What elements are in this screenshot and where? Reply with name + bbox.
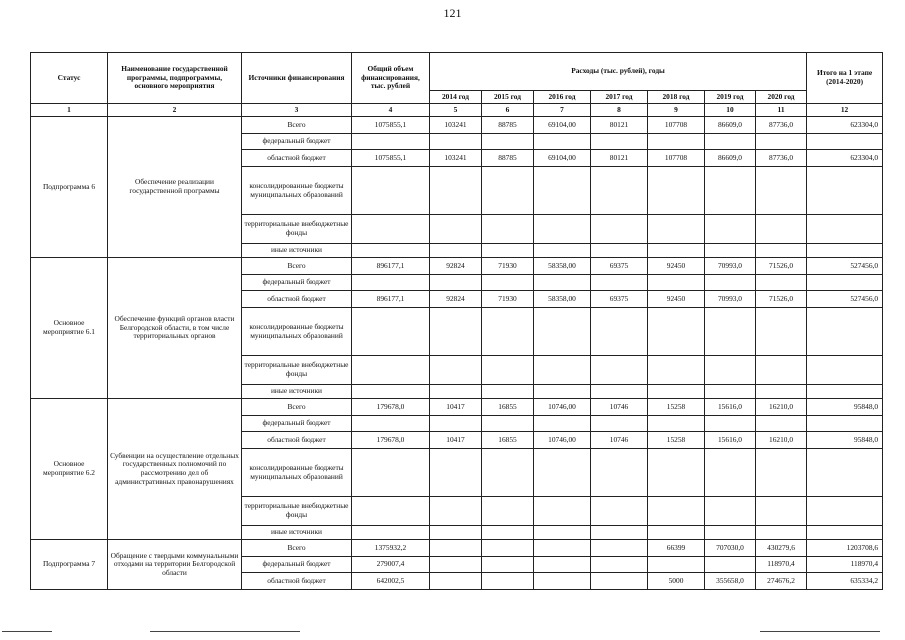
stage-total-value (807, 244, 883, 258)
year-value (482, 275, 534, 291)
year-value (430, 557, 482, 573)
header-status: Статус (31, 53, 108, 104)
year-value: 92450 (648, 258, 705, 275)
year-value: 707030,0 (705, 540, 756, 557)
year-value: 69104,00 (534, 117, 591, 134)
year-value: 69375 (591, 291, 648, 308)
year-value (482, 449, 534, 497)
stage-total-value (807, 526, 883, 540)
funding-source: Всего (242, 540, 352, 557)
stage-total-value: 527456,0 (807, 258, 883, 275)
year-value (648, 497, 705, 526)
year-value (648, 526, 705, 540)
year-value: 92450 (648, 291, 705, 308)
column-index: 12 (807, 104, 883, 117)
stage-total-value (807, 215, 883, 244)
year-value: 80121 (591, 117, 648, 134)
year-value (705, 215, 756, 244)
year-value (756, 497, 807, 526)
stage-total-value (807, 416, 883, 432)
header-total: Общий объем финансирования, тыс. рублей (352, 53, 430, 104)
column-index: 7 (534, 104, 591, 117)
stage-total-value: 527456,0 (807, 291, 883, 308)
year-value (430, 244, 482, 258)
table-row (31, 258, 883, 275)
year-value (482, 526, 534, 540)
stage-total-value (807, 356, 883, 385)
year-value (482, 540, 534, 557)
funding-source: консолидированные бюджеты муниципальных образований (242, 449, 352, 497)
header-year: 2020 год (756, 91, 807, 104)
total-value (352, 244, 430, 258)
year-value: 10746,00 (534, 399, 591, 416)
stage-total-value: 623304,0 (807, 150, 883, 167)
year-value (705, 308, 756, 356)
stage-total-value: 1203708,6 (807, 540, 883, 557)
header-year: 2016 год (534, 91, 591, 104)
year-value (482, 167, 534, 215)
year-value (534, 385, 591, 399)
year-value (756, 275, 807, 291)
year-value (482, 308, 534, 356)
year-value (591, 308, 648, 356)
table-row (31, 117, 883, 134)
year-value (705, 244, 756, 258)
year-value (591, 356, 648, 385)
stage-total-value (807, 385, 883, 399)
stage-total-value (807, 449, 883, 497)
year-value: 103241 (430, 150, 482, 167)
header-year: 2017 год (591, 91, 648, 104)
year-value (482, 215, 534, 244)
year-value: 10417 (430, 432, 482, 449)
stage-total-value: 623304,0 (807, 117, 883, 134)
funding-source: Всего (242, 399, 352, 416)
row-status: Основное мероприятие 6.1 (31, 258, 108, 399)
year-value (482, 244, 534, 258)
year-value (705, 134, 756, 150)
footer-rule-center (150, 631, 300, 632)
footer-rule-left (2, 631, 52, 632)
total-value: 1075855,1 (352, 117, 430, 134)
column-index: 10 (705, 104, 756, 117)
year-value (648, 356, 705, 385)
year-value (430, 416, 482, 432)
header-sources: Источники финансирования (242, 53, 352, 104)
year-value: 86609,0 (705, 117, 756, 134)
year-value (482, 557, 534, 573)
financing-table (30, 52, 883, 590)
year-value (430, 497, 482, 526)
total-value (352, 449, 430, 497)
funding-source: федеральный бюджет (242, 275, 352, 291)
year-value: 87736,0 (756, 150, 807, 167)
total-value: 642002,5 (352, 573, 430, 590)
funding-source: консолидированные бюджеты муниципальных образований (242, 308, 352, 356)
row-status: Подпрограмма 7 (31, 540, 108, 590)
year-value (534, 308, 591, 356)
year-value (591, 244, 648, 258)
funding-source: территориальные внебюджетные фонды (242, 497, 352, 526)
stage-total-value (807, 167, 883, 215)
funding-source: Всего (242, 117, 352, 134)
year-value (648, 416, 705, 432)
year-value (648, 308, 705, 356)
total-value (352, 416, 430, 432)
year-value: 10746 (591, 399, 648, 416)
year-value (756, 385, 807, 399)
year-value (591, 557, 648, 573)
year-value (591, 385, 648, 399)
year-value (648, 215, 705, 244)
year-value (756, 308, 807, 356)
column-index: 4 (352, 104, 430, 117)
year-value: 10746,00 (534, 432, 591, 449)
column-index: 3 (242, 104, 352, 117)
funding-source: консолидированные бюджеты муниципальных образований (242, 167, 352, 215)
header-stage-total: Итого на 1 этапе (2014-2020) (807, 53, 883, 104)
year-value (591, 540, 648, 557)
year-value (705, 356, 756, 385)
year-value: 274676,2 (756, 573, 807, 590)
year-value (591, 167, 648, 215)
year-value (534, 134, 591, 150)
year-value (705, 385, 756, 399)
year-value (534, 167, 591, 215)
funding-source: территориальные внебюджетные фонды (242, 356, 352, 385)
year-value (482, 134, 534, 150)
year-value (591, 526, 648, 540)
funding-source: иные источники (242, 526, 352, 540)
year-value (534, 497, 591, 526)
year-value: 69375 (591, 258, 648, 275)
total-value (352, 385, 430, 399)
year-value: 107708 (648, 150, 705, 167)
year-value (591, 449, 648, 497)
header-year: 2019 год (705, 91, 756, 104)
table-row (31, 399, 883, 416)
stage-total-value: 95848,0 (807, 399, 883, 416)
year-value (430, 275, 482, 291)
year-value (534, 540, 591, 557)
column-index: 2 (108, 104, 242, 117)
year-value (756, 215, 807, 244)
total-value: 1075855,1 (352, 150, 430, 167)
year-value (430, 573, 482, 590)
year-value: 70993,0 (705, 258, 756, 275)
year-value (756, 416, 807, 432)
year-value (756, 356, 807, 385)
footer-rule-right (760, 631, 880, 632)
year-value: 70993,0 (705, 291, 756, 308)
year-value (648, 275, 705, 291)
year-value: 69104,00 (534, 150, 591, 167)
year-value: 88785 (482, 117, 534, 134)
year-value: 80121 (591, 150, 648, 167)
year-value: 107708 (648, 117, 705, 134)
year-value (430, 134, 482, 150)
header-year: 2018 год (648, 91, 705, 104)
stage-total-value: 635334,2 (807, 573, 883, 590)
year-value: 15258 (648, 399, 705, 416)
year-value (756, 134, 807, 150)
year-value: 10746 (591, 432, 648, 449)
row-status: Подпрограмма 6 (31, 117, 108, 258)
year-value: 71930 (482, 291, 534, 308)
year-value (705, 497, 756, 526)
column-index: 1 (31, 104, 108, 117)
stage-total-value: 118970,4 (807, 557, 883, 573)
stage-total-value (807, 308, 883, 356)
year-value: 16210,0 (756, 432, 807, 449)
year-value (534, 416, 591, 432)
stage-total-value: 95848,0 (807, 432, 883, 449)
year-value: 71930 (482, 258, 534, 275)
header-expenses: Расходы (тыс. рублей), годы (430, 53, 807, 91)
funding-source: областной бюджет (242, 291, 352, 308)
column-index: 6 (482, 104, 534, 117)
year-value (534, 275, 591, 291)
year-value (756, 449, 807, 497)
total-value (352, 497, 430, 526)
year-value (534, 356, 591, 385)
year-value (482, 416, 534, 432)
year-value: 430279,6 (756, 540, 807, 557)
funding-source: федеральный бюджет (242, 557, 352, 573)
funding-source: территориальные внебюджетные фонды (242, 215, 352, 244)
total-value: 896177,1 (352, 291, 430, 308)
year-value: 92824 (430, 291, 482, 308)
year-value: 58358,00 (534, 291, 591, 308)
year-value: 10417 (430, 399, 482, 416)
year-value (534, 215, 591, 244)
year-value (482, 497, 534, 526)
column-index: 5 (430, 104, 482, 117)
year-value: 16210,0 (756, 399, 807, 416)
year-value: 15616,0 (705, 432, 756, 449)
total-value: 1375932,2 (352, 540, 430, 557)
year-value (705, 275, 756, 291)
year-value (591, 573, 648, 590)
stage-total-value (807, 275, 883, 291)
total-value (352, 308, 430, 356)
year-value (648, 167, 705, 215)
year-value (591, 275, 648, 291)
total-value (352, 275, 430, 291)
row-name: Обеспечение функций органов власти Белгородской области, в том числе территориальных органов (108, 258, 242, 399)
total-value (352, 134, 430, 150)
year-value (482, 356, 534, 385)
year-value (534, 557, 591, 573)
year-value (534, 449, 591, 497)
year-value (591, 416, 648, 432)
year-value (756, 526, 807, 540)
year-value: 118970,4 (756, 557, 807, 573)
stage-total-value (807, 134, 883, 150)
year-value: 355658,0 (705, 573, 756, 590)
year-value (591, 215, 648, 244)
year-value (591, 134, 648, 150)
year-value (430, 449, 482, 497)
year-value (482, 573, 534, 590)
funding-source: иные источники (242, 244, 352, 258)
row-name: Обращение с твердыми коммунальными отходами на территории Белгородской области (108, 540, 242, 590)
year-value (705, 449, 756, 497)
total-value (352, 356, 430, 385)
column-index: 8 (591, 104, 648, 117)
row-name: Обеспечение реализации государственной программы (108, 117, 242, 258)
year-value (756, 244, 807, 258)
total-value: 179678,0 (352, 432, 430, 449)
year-value (705, 557, 756, 573)
row-status: Основное мероприятие 6.2 (31, 399, 108, 540)
year-value: 88785 (482, 150, 534, 167)
year-value: 87736,0 (756, 117, 807, 134)
year-value (430, 356, 482, 385)
stage-total-value (807, 497, 883, 526)
header-year: 2014 год (430, 91, 482, 104)
year-value (534, 244, 591, 258)
total-value: 896177,1 (352, 258, 430, 275)
year-value: 58358,00 (534, 258, 591, 275)
year-value (648, 134, 705, 150)
year-value (591, 497, 648, 526)
column-index: 11 (756, 104, 807, 117)
year-value (648, 449, 705, 497)
funding-source: областной бюджет (242, 150, 352, 167)
funding-source: Всего (242, 258, 352, 275)
column-index: 9 (648, 104, 705, 117)
year-value: 71526,0 (756, 291, 807, 308)
year-value (430, 215, 482, 244)
year-value (648, 557, 705, 573)
year-value: 86609,0 (705, 150, 756, 167)
funding-source: федеральный бюджет (242, 134, 352, 150)
year-value (430, 167, 482, 215)
year-value: 66399 (648, 540, 705, 557)
header-year: 2015 год (482, 91, 534, 104)
total-value: 279007,4 (352, 557, 430, 573)
year-value (430, 385, 482, 399)
year-value: 5000 (648, 573, 705, 590)
year-value: 16855 (482, 432, 534, 449)
year-value: 71526,0 (756, 258, 807, 275)
funding-source: иные источники (242, 385, 352, 399)
year-value (482, 385, 534, 399)
year-value (648, 385, 705, 399)
year-value: 15616,0 (705, 399, 756, 416)
year-value: 15258 (648, 432, 705, 449)
total-value (352, 526, 430, 540)
total-value (352, 167, 430, 215)
table-row (31, 540, 883, 557)
year-value (648, 244, 705, 258)
total-value (352, 215, 430, 244)
funding-source: федеральный бюджет (242, 416, 352, 432)
year-value: 103241 (430, 117, 482, 134)
year-value (534, 526, 591, 540)
year-value: 92824 (430, 258, 482, 275)
year-value (756, 167, 807, 215)
year-value (705, 416, 756, 432)
total-value: 179678,0 (352, 399, 430, 416)
header-name: Наименование государственной программы, подпрограммы, основного мероприятия (108, 53, 242, 104)
page-number: 121 (443, 6, 462, 20)
row-name: Субвенции на осуществление отдельных государственных полномочий по рассмотрению дел об административных правонарушениях (108, 399, 242, 540)
year-value (430, 526, 482, 540)
year-value (705, 526, 756, 540)
year-value: 16855 (482, 399, 534, 416)
year-value (534, 573, 591, 590)
year-value (430, 540, 482, 557)
year-value (430, 308, 482, 356)
funding-source: областной бюджет (242, 432, 352, 449)
funding-source: областной бюджет (242, 573, 352, 590)
year-value (705, 167, 756, 215)
